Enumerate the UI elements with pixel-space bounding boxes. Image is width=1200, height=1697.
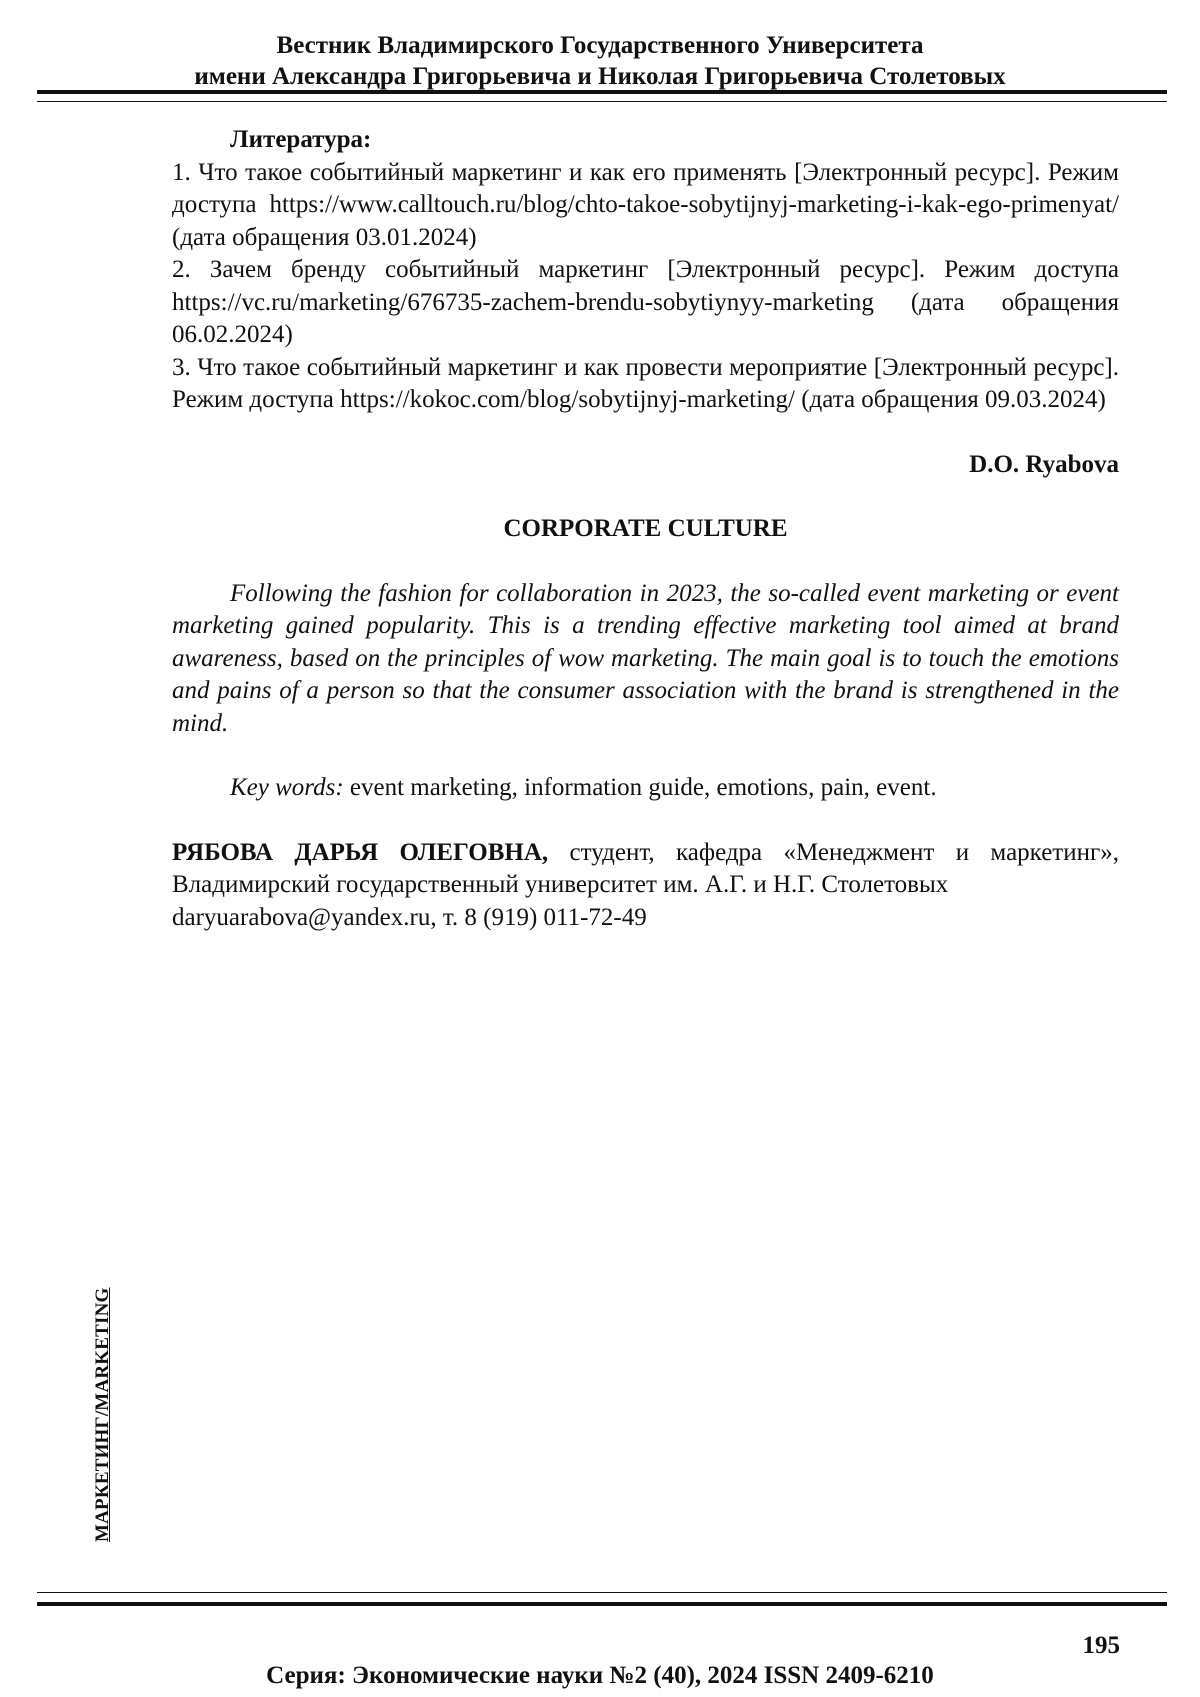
author-details: студент, кафедра «Менеджмент и маркетинг», Владимирский государственный университет им. А.Г. и Н.Г. Столетовых	[172, 838, 1119, 898]
header-rule-thin	[37, 101, 1167, 102]
article-title-en: CORPORATE CULTURE	[503, 515, 788, 542]
journal-header	[0, 30, 1200, 92]
literature-title: Литература:	[230, 126, 372, 153]
series-footer: Серия: Экономические науки №2 (40), 2024 ISSN 2409-6210	[266, 1662, 934, 1689]
section-side-label: МАРКЕТИНГ/MARKETING	[92, 1287, 113, 1542]
page-number: 195	[1082, 1632, 1120, 1659]
author-info	[172, 837, 1119, 902]
keywords	[172, 772, 1119, 805]
abstract-en: Following the fashion for collaboration in 2023, the so-called event marketing or event marketing gained popularity. This is a trending effective marketing tool aimed at brand awareness, based on the principles of wow marketing. The main goal is to touch the emotions and pains of a person so that the consumer association with the brand is strengthened in the mind.	[172, 579, 1119, 737]
article-body	[172, 124, 1119, 934]
author-name-en: D.O. Ryabova	[969, 450, 1119, 478]
footer-rule-thick	[37, 1602, 1167, 1606]
header-rule-thick	[37, 90, 1167, 94]
keywords-label: Key words:	[230, 774, 344, 801]
author-name-ru: РЯБОВА ДАРЬЯ ОЛЕГОВНА,	[172, 838, 549, 866]
reference-item: 1. Что такое событийный маркетинг и как его применять [Электронный ресурс]. Режим доступа https://www.calltouch.ru/blog/chto-takoe-sobytijnyj-marketing-i-kak-ego-primenyat/ (дата обращения 03.01.2024)	[172, 158, 1119, 251]
reference-item: 3. Что такое событийный маркетинг и как провести мероприятие [Электронный ресурс]. Режим доступа https://kokoc.com/blog/sobytijnyj-marketing/ (дата обращения 09.03.2024)	[172, 353, 1119, 413]
author-contact: daryuarabova@yandex.ru, т. 8 (919) 011-72-49	[172, 903, 647, 931]
reference-item: 2. Зачем бренду событийный маркетинг [Электронный ресурс]. Режим доступа https://vc.ru/marketing/676735-zachem-brendu-sobytiynyy-marketing (дата обращения 06.02.2024)	[172, 256, 1119, 348]
keywords-text: event marketing, information guide, emotions, pain, event.	[343, 774, 937, 801]
journal-title-line2: имени Александра Григорьевича и Николая Григорьевича Столетовых	[194, 63, 1006, 90]
journal-title-line1: Вестник Владимирского Государственного Университета	[276, 32, 924, 59]
footer-rule-thin	[37, 1592, 1167, 1593]
